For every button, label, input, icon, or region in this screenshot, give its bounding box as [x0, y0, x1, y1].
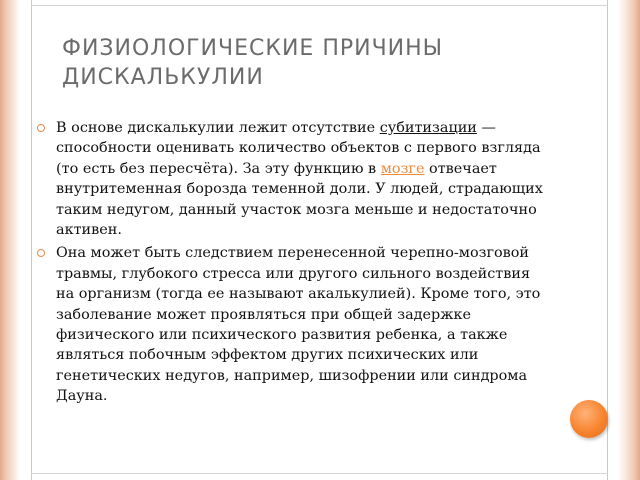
frame-line-right: [607, 0, 608, 480]
bullet-text: Она может быть следствием перенесенной черепно-мозговой травмы, глубокого стресса или другого сильного воздействия на организм (тогда ее называют акалькулией). Кроме того, это заболевание может проявляться при общей задержке физического или психического развития ребенка, а также являться побочным эффектом других психических или генетических недугов, например, шизофрении или синдрома Дауна.: [56, 245, 541, 405]
brain-link[interactable]: мозге: [380, 160, 425, 177]
bullet-item-subitization: [36, 118, 548, 240]
orange-circle-ornament: [570, 400, 608, 438]
bullet-text-part: В основе дискалькулии лежит отсутствие: [56, 120, 380, 136]
bullet-text-part: — способности оценивать количество объектов с первого взгляда (то есть без пересчёта). За эту функцию в: [56, 120, 541, 177]
bullet-item-causes: [36, 243, 548, 406]
frame-line-bottom: [31, 473, 608, 474]
bullet-circle-icon: [37, 124, 45, 132]
bullet-circle-icon: [37, 249, 45, 257]
bullet-list: [36, 118, 548, 410]
frame-line-left: [31, 0, 32, 480]
left-decorative-band: [0, 0, 20, 480]
right-decorative-band: [618, 0, 640, 480]
bullet-text-part: отвечает внутритеменная борозда теменной доли. У людей, страдающих таким недугом, данный участок мозга меньше и недостаточно активен.: [56, 160, 543, 239]
subitization-link[interactable]: субитизации: [379, 120, 477, 136]
frame-line-top: [31, 5, 608, 6]
slide-title: ФИЗИОЛОГИЧЕСКИЕ ПРИЧИНЫ ДИСКАЛЬКУЛИИ: [62, 36, 444, 90]
